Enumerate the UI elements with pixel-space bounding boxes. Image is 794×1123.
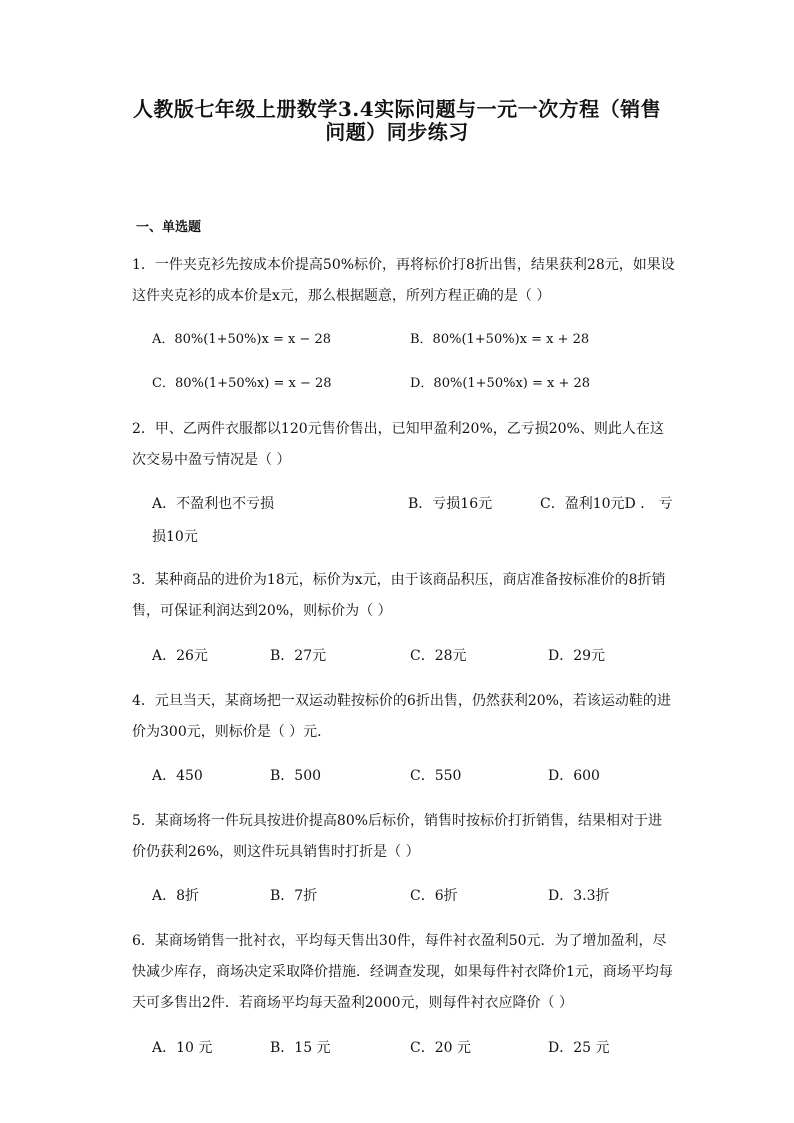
question-6-stem: 6．某商场销售一批衬衣，平均每天售出30件，每件衬衣盈利50元．为了增加盈利，尽快减少库存，商场决定采取降价措施．经调查发现，如果每件衬衣降价1元，商场平均每天可多售出2件．若商场平均每天盈利2000元，则每件衬衣应降价（ ） <box>132 933 673 1011</box>
question-5-option-d[interactable]: D．3.3折 <box>548 888 610 904</box>
question-6-option-c[interactable]: C．20 元 <box>410 1040 471 1056</box>
question-3-option-a[interactable]: A．26元 <box>152 648 208 664</box>
document-title-line-1: 人教版七年级上册数学3.4实际问题与一元一次方程（销售 <box>132 97 662 121</box>
question-2-option-d-wrap[interactable]: 损10元 <box>152 529 198 545</box>
question-2-option-b[interactable]: B．亏损16元 <box>408 496 493 512</box>
question-5-option-b[interactable]: B．7折 <box>270 888 318 904</box>
question-3-option-d[interactable]: D．29元 <box>548 648 606 664</box>
question-4-stem: 4．元旦当天，某商场把一双运动鞋按标价的6折出售，仍然获利20%，若该运动鞋的进价为300元，则标价是（ ）元． <box>132 693 671 740</box>
question-5-option-c[interactable]: C．6折 <box>410 888 458 904</box>
question-4-option-b[interactable]: B．500 <box>270 768 322 784</box>
question-5-option-a[interactable]: A．8折 <box>152 888 200 904</box>
question-4-option-d[interactable]: D．600 <box>548 768 600 784</box>
question-6-option-a[interactable]: A．10 元 <box>152 1040 213 1056</box>
question-2-option-a[interactable]: A．不盈利也不亏损 <box>152 496 275 512</box>
question-4-option-a[interactable]: A．450 <box>152 768 203 784</box>
question-1-stem: 1．一件夹克衫先按成本价提高50%标价，再将标价打8折出售，结果获利28元，如果设这件夹克衫的成本价是x元，那么根据题意，所列方程正确的是（ ） <box>132 257 675 304</box>
question-2-option-c-d[interactable]: C．盈利10元D ． 亏 <box>540 496 673 512</box>
document-title-line-2: 问题）同步练习 <box>325 120 469 144</box>
question-4-option-c[interactable]: C．550 <box>410 768 462 784</box>
question-6-option-d[interactable]: D．25 元 <box>548 1040 610 1056</box>
question-1-option-b[interactable]: B．80%(1+50%)x = x + 28 <box>410 332 590 347</box>
question-1-option-d[interactable]: D．80%(1+50%x) = x + 28 <box>410 376 591 391</box>
question-3-option-c[interactable]: C．28元 <box>410 648 467 664</box>
section-heading: 一、单选题 <box>136 220 202 235</box>
question-1-option-a[interactable]: A．80%(1+50%)x = x − 28 <box>152 332 332 347</box>
question-3-option-b[interactable]: B．27元 <box>270 648 327 664</box>
question-1-option-c[interactable]: C．80%(1+50%x) = x − 28 <box>152 376 332 391</box>
question-3-stem: 3．某种商品的进价为18元，标价为x元，由于该商品积压，商店准备按标准价的8折销售，可保证利润达到20%，则标价为（ ） <box>132 572 666 619</box>
question-5-stem: 5．某商场将一件玩具按进价提高80%后标价，销售时按标价打折销售，结果相对于进价仍获利26%，则这件玩具销售时打折是（ ） <box>132 813 663 860</box>
question-2-stem: 2．甲、乙两件衣服都以120元售价售出，已知甲盈利20%，乙亏损20%、则此人在这次交易中盈亏情况是（ ） <box>132 421 664 468</box>
question-6-option-b[interactable]: B．15 元 <box>270 1040 331 1056</box>
